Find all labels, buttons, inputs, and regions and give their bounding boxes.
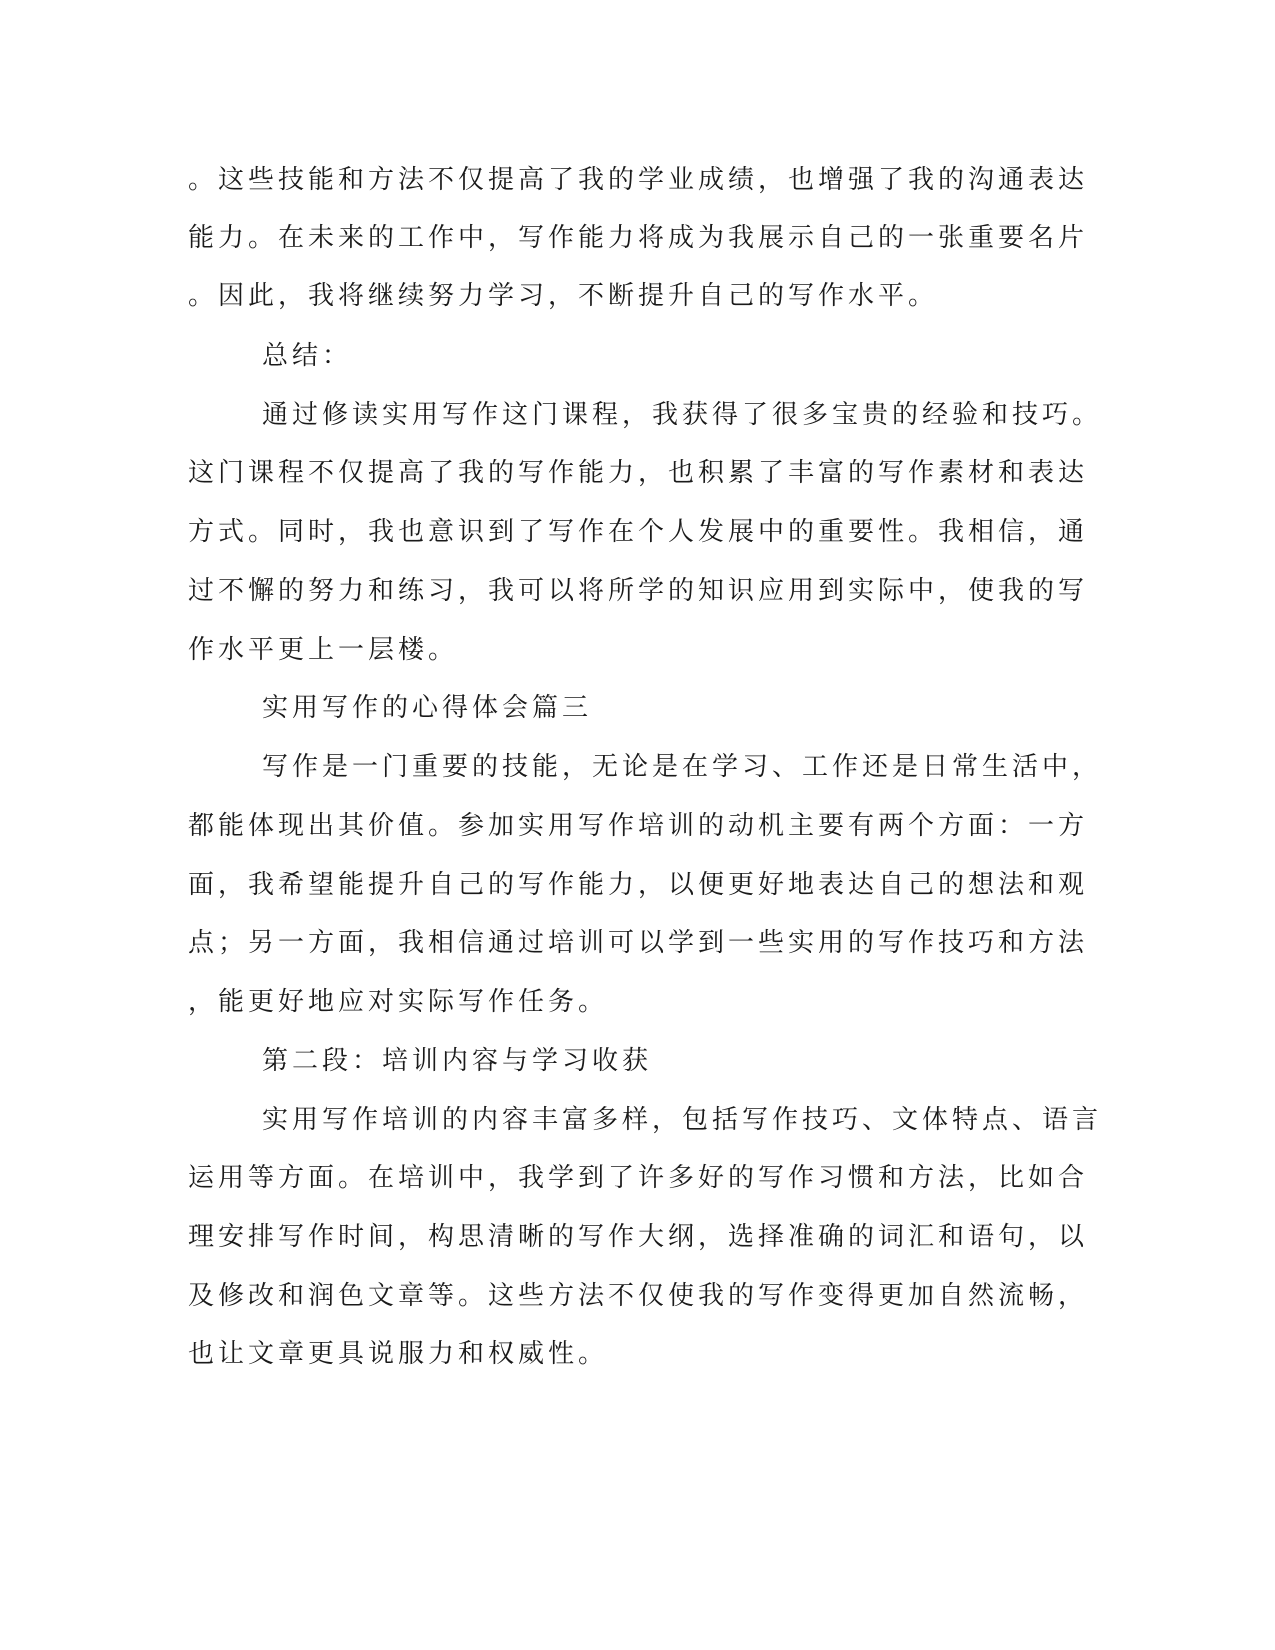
- text-line: 这门课程不仅提高了我的写作能力，也积累了丰富的写作素材和表达: [188, 458, 1089, 488]
- text-line: 通过修读实用写作这门课程，我获得了很多宝贵的经验和技巧。: [262, 400, 1103, 430]
- text-line: 能力。在未来的工作中，写作能力将成为我展示自己的一张重要名片: [188, 223, 1089, 253]
- text-line: ，能更好地应对实际写作任务。: [188, 987, 609, 1017]
- text-line: 过不懈的努力和练习，我可以将所学的知识应用到实际中，使我的写: [188, 576, 1089, 606]
- text-line: 作水平更上一层楼。: [188, 635, 459, 665]
- text-line: 也让文章更具说服力和权威性。: [188, 1339, 609, 1369]
- text-line: 及修改和润色文章等。这些方法不仅使我的写作变得更加自然流畅，: [188, 1281, 1089, 1311]
- text-line: 写作是一门重要的技能，无论是在学习、工作还是日常生活中，: [262, 752, 1103, 782]
- text-line: 点；另一方面，我相信通过培训可以学到一些实用的写作技巧和方法: [188, 928, 1089, 958]
- text-line: 运用等方面。在培训中，我学到了许多好的写作习惯和方法，比如合: [188, 1163, 1089, 1193]
- article-title: 实用写作的心得体会篇三: [262, 693, 593, 723]
- text-line: 都能体现出其价值。参加实用写作培训的动机主要有两个方面：一方: [188, 811, 1089, 841]
- text-line: 面，我希望能提升自己的写作能力，以便更好地表达自己的想法和观: [188, 870, 1089, 900]
- text-line: 方式。同时，我也意识到了写作在个人发展中的重要性。我相信，通: [188, 517, 1089, 547]
- section-heading: 总结：: [262, 341, 353, 371]
- text-line: 理安排写作时间，构思清晰的写作大纲，选择准确的词汇和语句，以: [188, 1222, 1089, 1252]
- text-line: 。因此，我将继续努力学习，不断提升自己的写作水平。: [188, 281, 939, 311]
- section-heading: 第二段：培训内容与学习收获: [262, 1046, 653, 1076]
- text-line: 实用写作培训的内容丰富多样，包括写作技巧、文体特点、语言: [262, 1105, 1103, 1135]
- text-line: 。这些技能和方法不仅提高了我的学业成绩，也增强了我的沟通表达: [188, 165, 1089, 195]
